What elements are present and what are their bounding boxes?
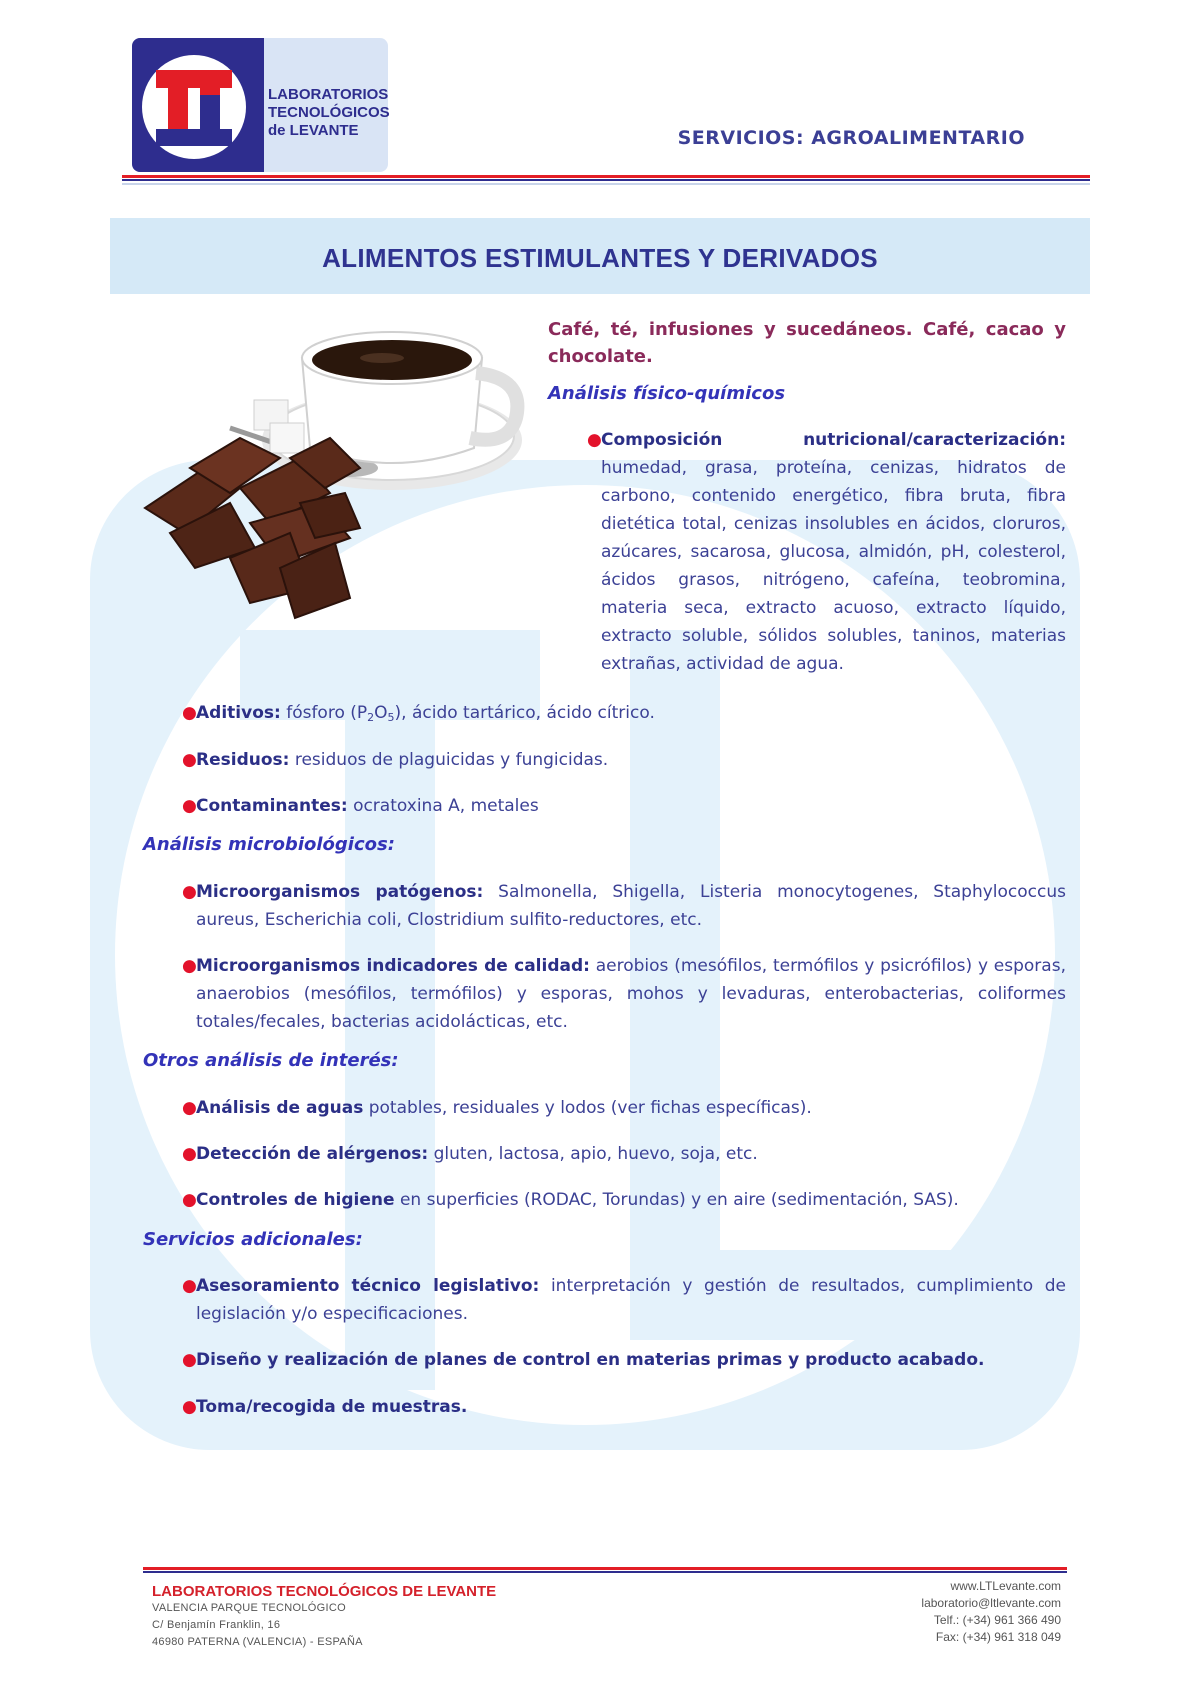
footer-address-line: 46980 PATERNA (VALENCIA) - ESPAÑA [152,1636,363,1648]
bullet-patogenos: ● Microorganismos patógenos: Salmonella, Shigella, Listeria monocytogenes, Staphylococcus aureus, Escherichia coli, Clostridium sulfito-reductores, etc. [182,882,1066,930]
logo-lt-icon [142,55,246,159]
heading-adicionales: Servicios adicionales: [143,1229,363,1250]
page-title: ALIMENTOS ESTIMULANTES Y DERIVADOS [322,243,878,273]
footer-rule-red [143,1567,1067,1570]
heading-microbiologicos: Análisis microbiológicos: [143,834,395,855]
bullet-diseno: ● Diseño y realización de planes de control en materias primas y producto acabado. [182,1350,985,1370]
heading-fisico-quimicos: Análisis físico-químicos [548,383,786,404]
bullet-asesoramiento: ● Asesoramiento técnico legislativo: interpretación y gestión de resultados, cumplimiento de legislación y/o especificaciones. [182,1276,1066,1324]
heading-otros: Otros análisis de interés: [143,1050,399,1071]
header-rule-red [122,175,1090,178]
bullet-alergenos: ● Detección de alérgenos: gluten, lactosa, apio, huevo, soja, etc. [182,1144,758,1164]
footer-email-link[interactable]: laboratorio@ltlevante.com [921,1596,1061,1610]
footer-company: LABORATORIOS TECNOLÓGICOS DE LEVANTE [152,1583,497,1600]
footer-contact-block [921,1578,1061,1646]
bullet-higiene: ● Controles de higiene en superficies (RODAC, Torundas) y en aire (sedimentación, SAS). [182,1190,959,1210]
bullet-indicadores: ● Microorganismos indicadores de calidad: aerobios (mesófilos, termófilos y psicrófilos) y esporas, anaerobios (mesófilos, termófilos) y esporas, mohos y levaduras, enterobacterias, coliformes totales/fecales, bacterias acidolácticas, etc. [182,956,1066,1032]
bullet-aguas: ● Análisis de aguas potables, residuales y lodos (ver fichas específicas). [182,1098,812,1118]
bullet-toma: ● Toma/recogida de muestras. [182,1397,468,1417]
bullet-contaminantes: ● Contaminantes: ocratoxina A, metales [182,796,539,816]
footer-rule-blue [143,1571,1067,1573]
bullet-composicion: ● Composición nutricional/caracterización: humedad, grasa, proteína, cenizas, hidratos de carbono, contenido energético, fibra bruta, fibra dietética total, cenizas insolubles en ácidos, cloruros, azúcares, sacarosa, glucosa, almidón, pH, colesterol, ácidos grasos, nitrógeno, cafeína, teobromina, materia seca, extracto acuoso, extracto líquido, extracto soluble, sólidos solubles, taninos, materias extrañas, actividad de agua. [587,430,1066,674]
coffee-chocolate-image [130,318,540,668]
title-band [110,218,1090,294]
footer-address-block [152,1583,496,1651]
intro-text: Café, té, infusiones y sucedáneos. Café, cacao y chocolate. [548,319,1066,367]
header-rule-blue [122,179,1090,181]
footer-address-line: VALENCIA PARQUE TECNOLÓGICO [152,1602,346,1614]
footer-phone: Telf.: (+34) 961 366 490 [933,1613,1061,1627]
logo-text: LABORATORIOS TECNOLÓGICOS de LEVANTE [268,86,390,139]
bullet-residuos: ● Residuos: residuos de plaguicidas y fungicidas. [182,750,609,770]
bullet-aditivos: ● Aditivos: fósforo $(P_2O_5)$, ácido tartárico, ácido cítrico. [182,703,655,724]
footer-website-link[interactable]: www.LTLevante.com [950,1579,1061,1593]
footer-address-line: C/ Benjamín Franklin, 16 [152,1619,281,1631]
company-logo [132,38,388,172]
header-rule-light [122,183,1090,185]
service-title: SERVICIOS: AGROALIMENTARIO [677,127,1025,149]
footer-fax: Fax: (+34) 961 318 049 [935,1630,1061,1644]
